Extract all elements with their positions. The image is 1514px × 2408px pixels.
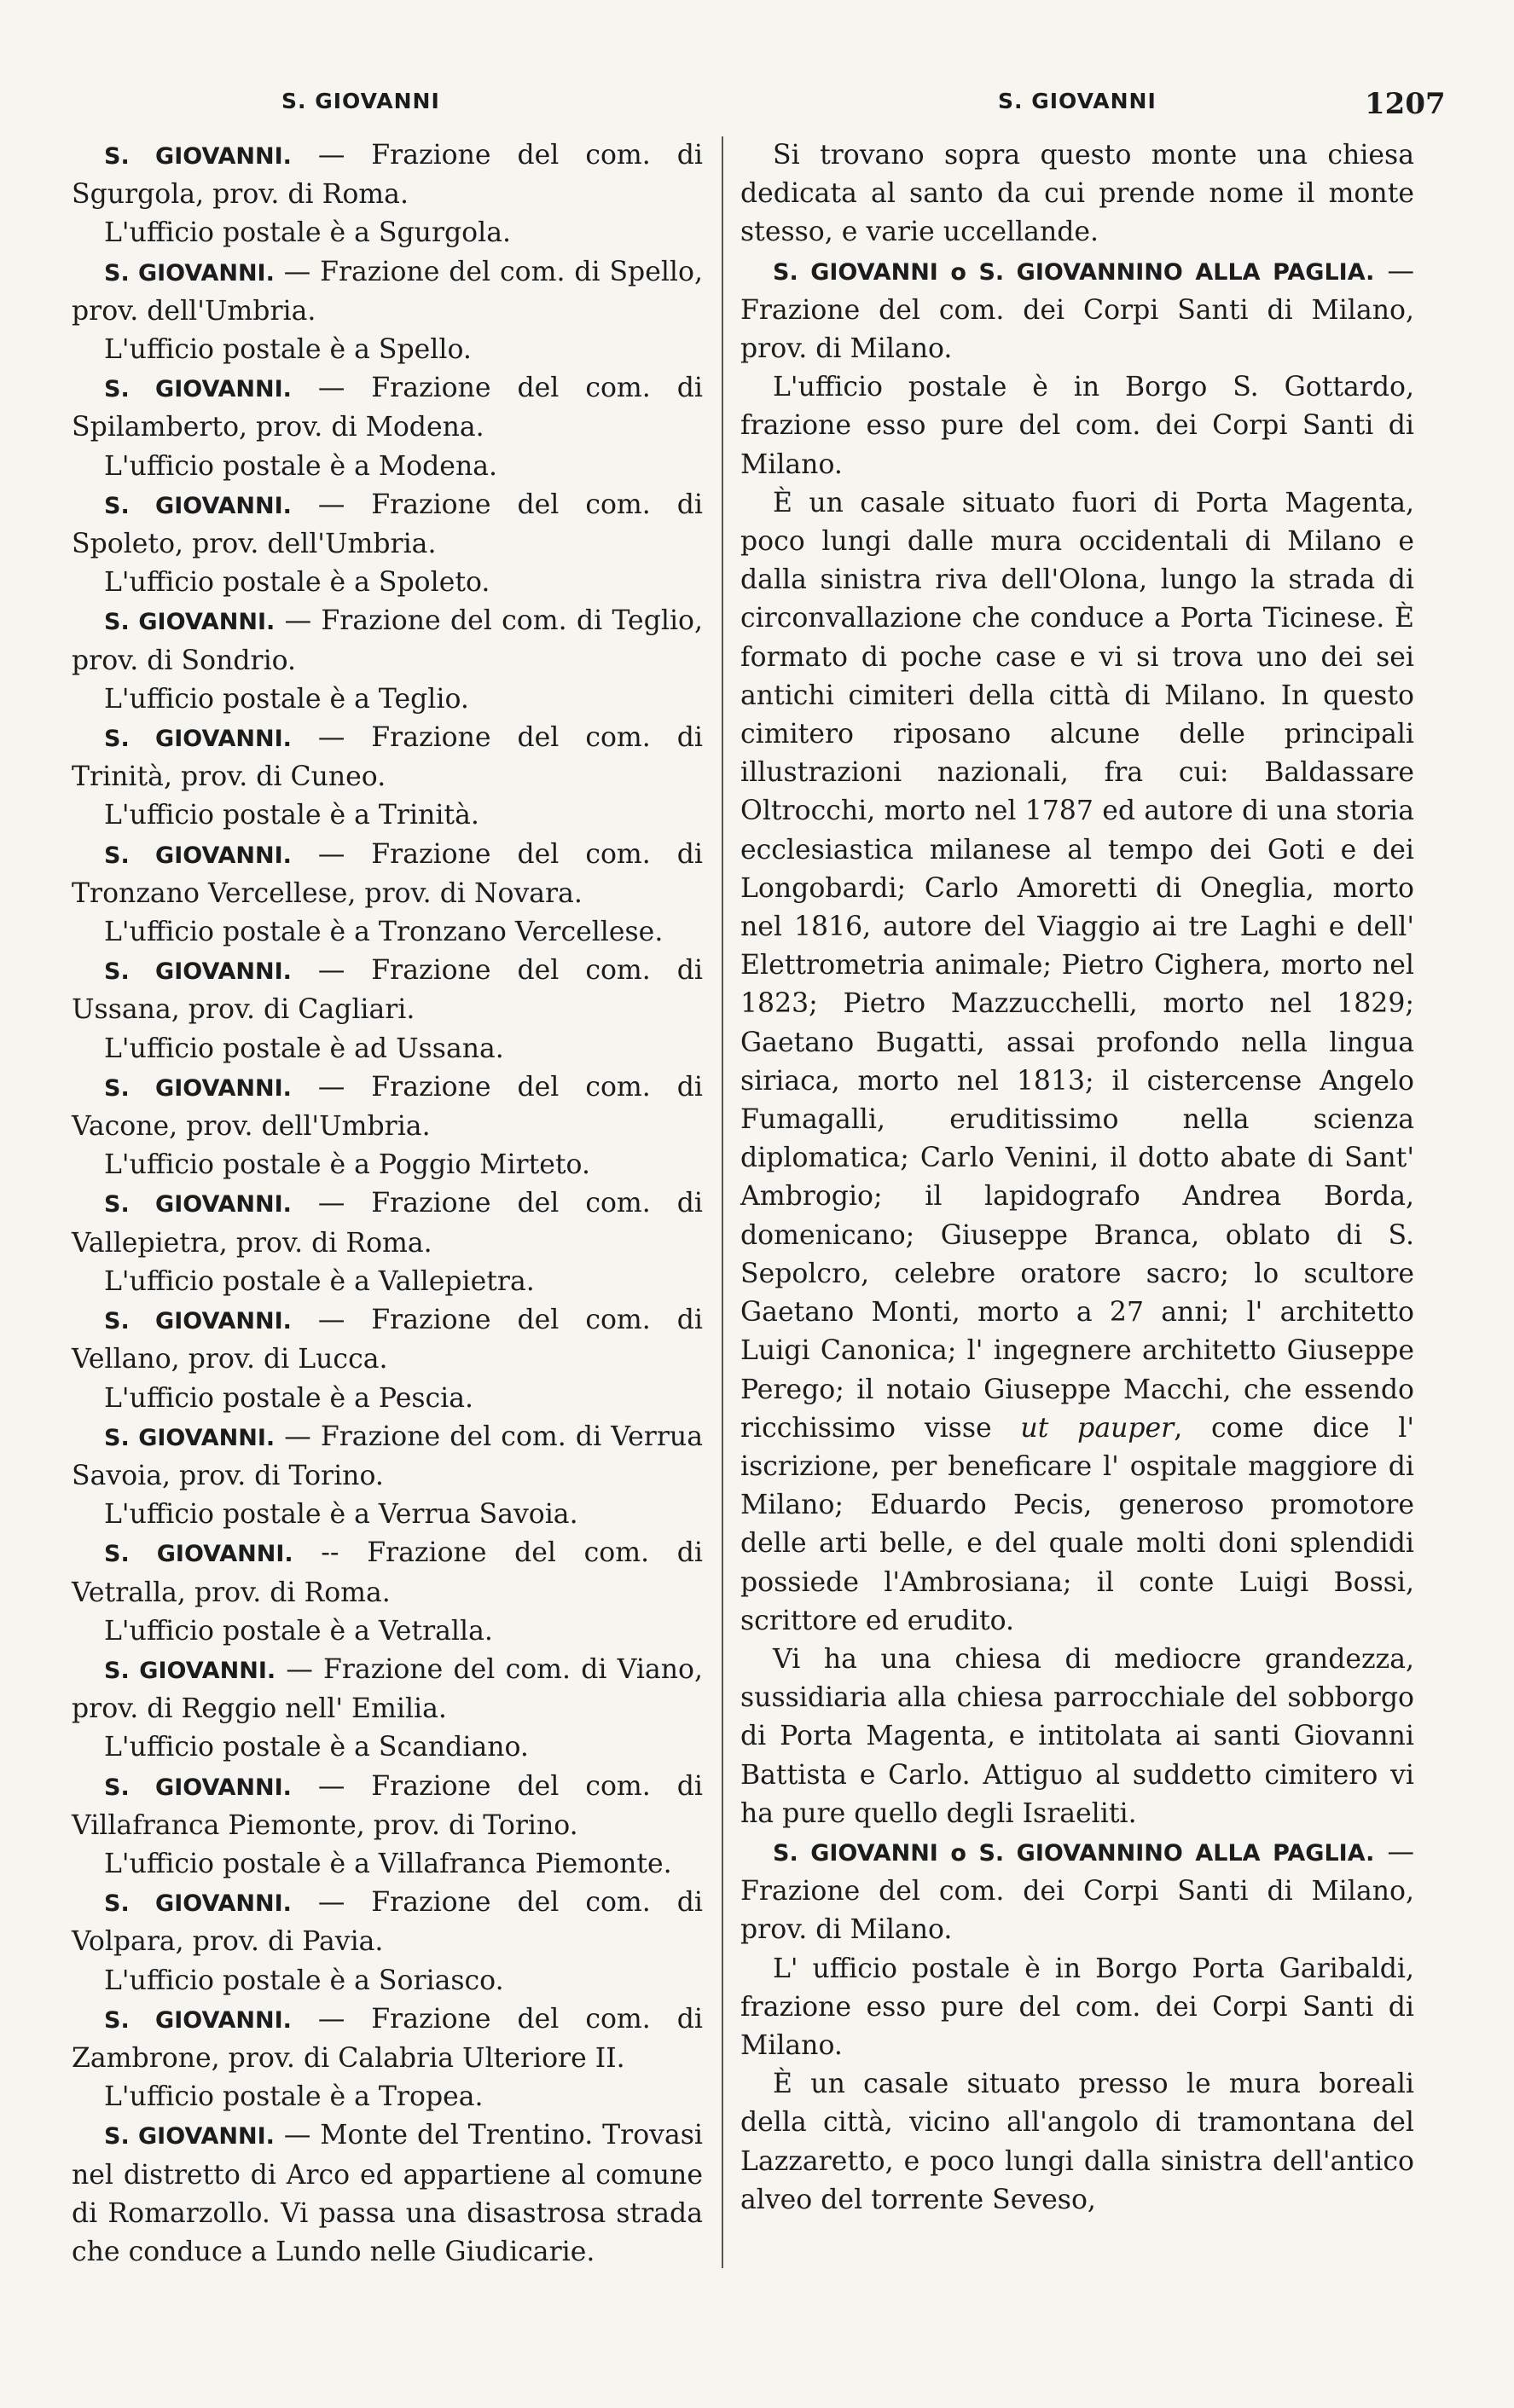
paragraph-text: L'ufficio postale è a Tronzano Vercellese. (104, 917, 664, 948)
entry-headword: S. GIOVANNI. (104, 1308, 292, 1335)
paragraph-text: — Frazione del com. di Viano, prov. di Reggio nell' Emilia. (72, 1653, 703, 1725)
entry-headword: S. GIOVANNI. (104, 958, 292, 986)
entry-headword: S. GIOVANNI. (104, 842, 292, 869)
entry-headword: S. GIOVANNI. (104, 1890, 292, 1918)
paragraph-text: — Frazione del com. di Spello, prov. dell'Umbria. (72, 256, 703, 327)
entry-paragraph (72, 836, 703, 913)
text-paragraph (72, 564, 703, 602)
entry-paragraph (72, 1301, 703, 1379)
text-paragraph (72, 1612, 703, 1651)
text-paragraph (72, 214, 703, 252)
entry-headword: S. GIOVANNI. (104, 1774, 292, 1801)
entry-paragraph (740, 252, 1414, 369)
paragraph-text: — Frazione del com. di Vellano, prov. di Lucca. (72, 1305, 703, 1375)
paragraph-text: — Frazione del com. di Trinità, prov. di Cuneo. (72, 722, 703, 793)
paragraph-text: — Frazione del com. dei Corpi Santi di Milano, prov. di Milano. (740, 1836, 1414, 1946)
paragraph-text: — Frazione del com. di Zambrone, prov. di Calabria Ulteriore II. (72, 2003, 703, 2074)
paragraph-text: — Frazione del com. di Spilamberto, prov. di Modena. (72, 373, 703, 443)
paragraph-text: L'ufficio postale è ad Ussana. (104, 1033, 504, 1064)
entry-headword: S. GIOVANNI. (104, 1424, 276, 1451)
text-paragraph (72, 680, 703, 719)
entry-paragraph (72, 1068, 703, 1146)
paragraph-text: — Frazione del com. di Volpara, prov. di Pavia. (72, 1887, 703, 1958)
paragraph-text: -- Frazione del com. di Vetralla, prov. di Roma. (72, 1537, 703, 1608)
text-paragraph (740, 1641, 1414, 1833)
entry-headword: S. GIOVANNI. (104, 1191, 292, 1218)
left-column (72, 136, 703, 2272)
right-column (740, 136, 1414, 2220)
paragraph-text: L'ufficio postale è a Spoleto. (104, 567, 490, 599)
text-paragraph (740, 2065, 1414, 2220)
text-paragraph (740, 484, 1414, 1641)
text-paragraph (72, 1030, 703, 1068)
paragraph-text: L'ufficio postale è a Modena. (104, 450, 498, 482)
entry-paragraph (72, 2116, 703, 2272)
text-paragraph (740, 136, 1414, 252)
entry-paragraph (72, 2000, 703, 2078)
paragraph-text: L'ufficio postale è a Verrua Savoia. (104, 1499, 578, 1531)
entry-headword: S. GIOVANNI. (104, 259, 275, 287)
entry-paragraph (72, 1184, 703, 1262)
paragraph-text: L'ufficio postale è a Vetralla. (104, 1615, 493, 1647)
entry-headword: S. GIOVANNI o S. GIOVANNINO ALLA PAGLIA. (773, 1839, 1375, 1867)
paragraph-text: L'ufficio postale è a Trinità. (104, 800, 479, 831)
entry-headword: S. GIOVANNI. (104, 1074, 292, 1102)
text-paragraph (72, 331, 703, 369)
paragraph-text: L'ufficio postale è a Villafranca Piemonte. (104, 1848, 672, 1879)
entry-paragraph (740, 1833, 1414, 1950)
paragraph-text: È un casale situato presso le mura boreali della città, vicino all'angolo di tramontana del Lazzaretto, e poco lungi dalla sinistra dell'antico alveo del torrente Seveso, (740, 2069, 1414, 2215)
paragraph-text: L'ufficio postale è a Teglio. (104, 683, 469, 715)
paragraph-text: L'ufficio postale è a Pescia. (104, 1382, 474, 1414)
paragraph-text: Vi ha una chiesa di mediocre grandezza, sussidiaria alla chiesa parrocchiale del sobborgo di Porta Magenta, e intitolata ai santi Giovanni Battista e Carlo. Attiguo al suddetto cimitero vi ha pure quello degli Israeliti. (740, 1643, 1414, 1829)
paragraph-text: L'ufficio postale è a Vallepietra. (104, 1265, 535, 1297)
paragraph-text: L'ufficio postale è a Scandiano. (104, 1732, 529, 1763)
entry-paragraph (72, 952, 703, 1029)
entry-headword: S. GIOVANNI. (104, 1657, 276, 1684)
entry-paragraph (72, 253, 703, 331)
text-paragraph (72, 1380, 703, 1418)
text-paragraph (72, 796, 703, 835)
paragraph-text: Si trovano sopra questo monte una chiesa dedicata al santo da cui prende nome il monte stesso, e varie uccellande. (740, 140, 1414, 248)
entry-paragraph (72, 136, 703, 214)
italic-phrase: ut pauper (1020, 1412, 1175, 1444)
running-head-left: S. GIOVANNI (281, 89, 440, 113)
page-number: 1207 (1365, 87, 1446, 121)
text-paragraph (72, 1845, 703, 1884)
paragraph-text: L'ufficio postale è a Tropea. (104, 2081, 484, 2113)
entry-headword: S. GIOVANNI. (104, 726, 292, 753)
text-paragraph (72, 1496, 703, 1534)
paragraph-text: — Frazione del com. di Tronzano Vercellese, prov. di Novara. (72, 838, 703, 909)
text-paragraph (72, 1263, 703, 1301)
entry-paragraph (72, 369, 703, 447)
entry-headword: S. GIOVANNI o S. GIOVANNINO ALLA PAGLIA. (773, 258, 1375, 286)
text-paragraph (72, 448, 703, 486)
entry-paragraph (72, 602, 703, 680)
text-paragraph (72, 913, 703, 952)
text-paragraph (740, 368, 1414, 484)
entry-headword: S. GIOVANNI. (104, 1541, 293, 1568)
paragraph-text: — Frazione del com. di Spoleto, prov. dell'Umbria. (72, 489, 703, 560)
entry-headword: S. GIOVANNI. (104, 143, 292, 170)
entry-headword: S. GIOVANNI. (104, 2006, 292, 2034)
entry-paragraph (72, 1534, 703, 1612)
paragraph-text: — Frazione del com. di Verrua Savoia, prov. di Torino. (72, 1421, 703, 1491)
paragraph-text: — Frazione del com. di Sgurgola, prov. di Roma. (72, 140, 703, 211)
paragraph-text: L'ufficio postale è a Poggio Mirteto. (104, 1149, 590, 1181)
paragraph-text: È un casale situato fuori di Porta Magenta, poco lungi dalle mura occidentali di Milano e dalla sinistra riva dell'Olona, lungo la strada di circonvallazione che conduce a Porta Ticinese. È formato di poche case e vi si trova uno dei sei antichi cimiteri della città di Milano. In questo cimitero riposano alcune delle principali illustrazioni nazionali, fra cui: Baldassare Oltrocchi, morto nel 1787 ed autore di una storia ecclesiastica milanese al tempo dei Goti e dei Longobardi; Carlo Amoretti di Oneglia, morto nel 1816, autore del Viaggio ai tre Laghi e dell' Elettrometria animale; Pietro Cighera, morto nel 1823; Pietro Mazzucchelli, morto nel 1829; Gaetano Bugatti, assai profondo nella lingua siriaca, morto nel 1813; il cistercense Angelo Fumagalli, eruditissimo nella scienza diplomatica; Carlo Venini, il dotto abate di Sant' Ambrogio; il lapidografo Andrea Borda, domenicano; Giuseppe Branca, oblato di S. Sepolcro, celebre oratore sacro; lo scultore Gaetano Monti, morto a 27 anni; l' architetto Luigi Canonica; l' ingegnere architetto Giuseppe Perego; il notaio Giuseppe Macchi, che essendo ricchissimo visse (740, 487, 1414, 1444)
entry-paragraph (72, 486, 703, 564)
entry-headword: S. GIOVANNI. (104, 376, 292, 403)
paragraph-text: L'ufficio postale è in Borgo S. Gottardo, frazione esso pure del com. dei Corpi Santi di Milano. (740, 372, 1414, 480)
entry-paragraph (72, 719, 703, 796)
text-paragraph (740, 1950, 1414, 2066)
paragraph-text: — Frazione del com. di Villafranca Piemonte, prov. di Torino. (72, 1770, 703, 1841)
entry-paragraph (72, 1884, 703, 1961)
paragraph-text: — Monte del Trentino. Trovasi nel distretto di Arco ed appartiene al comune di Romarzollo. Vi passa una disastrosa strada che conduce a Lundo nelle Giudicarie. (72, 2120, 703, 2267)
paragraph-text: — Frazione del com. di Teglio, prov. di Sondrio. (72, 605, 703, 676)
paragraph-text: L'ufficio postale è a Spello. (104, 334, 472, 366)
entry-headword: S. GIOVANNI. (104, 492, 292, 519)
entry-headword: S. GIOVANNI. (104, 2123, 275, 2150)
text-paragraph (72, 2078, 703, 2116)
paragraph-text: L' ufficio postale è in Borgo Porta Garibaldi, frazione esso pure del com. dei Corpi Santi di Milano. (740, 1953, 1414, 2061)
paragraph-text: — Frazione del com. di Ussana, prov. di Cagliari. (72, 955, 703, 1026)
paragraph-text: — Frazione del com. dei Corpi Santi di Milano, prov. di Milano. (740, 255, 1414, 365)
entry-paragraph (72, 1768, 703, 1845)
column-divider (722, 136, 723, 2268)
entry-headword: S. GIOVANNI. (104, 609, 276, 636)
paragraph-text: — Frazione del com. di Vallepietra, prov. di Roma. (72, 1188, 703, 1259)
entry-paragraph (72, 1418, 703, 1496)
entry-paragraph (72, 1651, 703, 1728)
paragraph-text: L'ufficio postale è a Soriasco. (104, 1965, 504, 1996)
text-paragraph (72, 1728, 703, 1767)
text-paragraph (72, 1962, 703, 2000)
paragraph-text: L'ufficio postale è a Sgurgola. (104, 217, 512, 249)
paragraph-text-tail: , come dice l' iscrizione, per beneficare l' ospitale maggiore di Milano; Eduardo Pecis, generoso promotore delle arti belle, e del quale molti doni splendidi possiede l'Ambrosiana; il conte Luigi Bossi, scrittore ed erudito. (740, 1412, 1414, 1636)
paragraph-text: — Frazione del com. di Vacone, prov. dell'Umbria. (72, 1071, 703, 1143)
text-paragraph (72, 1146, 703, 1184)
running-head-right: S. GIOVANNI (998, 89, 1157, 113)
